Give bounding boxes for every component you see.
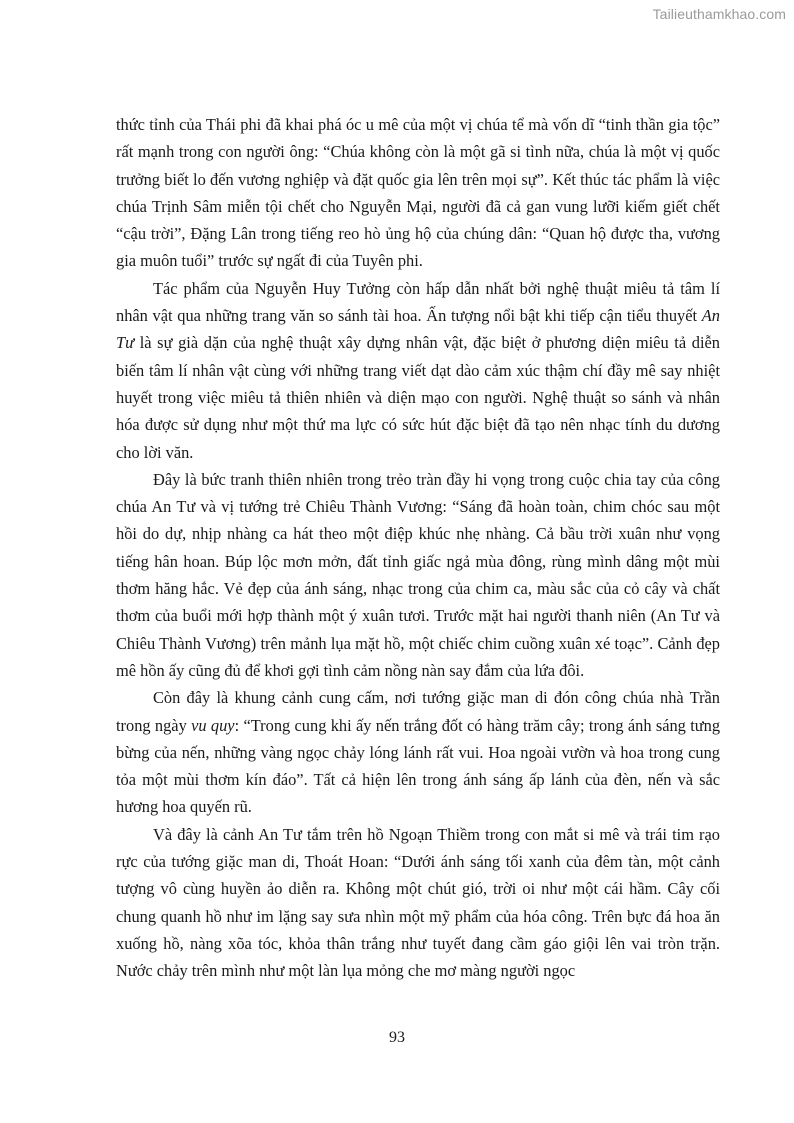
- paragraph-5-text: Và đây là cảnh An Tư tắm trên hồ Ngoạn Thiềm trong con mắt si mê và trái tim rạo rực của tướng giặc man di, Thoát Hoan: “Dưới ánh sáng tối xanh của đêm tàn, một cảnh tượng vô cùng huyền ảo diễn ra. Không một chút gió, trời oi như một cái hầm. Cây cối chung quanh hồ như im lặng say sưa nhìn một mỹ phẩm của hóa công. Trên bực đá hoa ăn xuống hồ, nàng xõa tóc, khỏa thân trắng như tuyết đang cầm gáo giội lên vai tròn trặn. Nước chảy trên mình như một làn lụa mỏng che mơ màng người ngọc: [116, 824, 720, 981]
- paragraph-2-text-b: là sự già dặn của nghệ thuật xây dựng nhân vật, đặc biệt ở phương diện miêu tả diễn biến tâm lí nhân vật cùng với những trang viết dạt dào cảm xúc thậm chí đầy mê say nhiệt huyết trong việc miêu tả thiên nhiên và diện mạo con người. Nghệ thuật so sánh và nhân hóa được sử dụng như một thứ ma lực có sức hút đặc biệt đã tạo nên nhạc tính du dương cho lời văn.: [116, 333, 720, 462]
- paragraph-3: [116, 466, 720, 684]
- paragraph-5: [116, 821, 720, 985]
- paragraph-4-text-b: : “Trong cung khi ấy nến trắng đốt có hàng trăm cây; trong ánh sáng tưng bừng của nến, những vàng ngọc chảy lóng lánh rất vui. Hoa ngoài vườn và hoa trong cung tỏa một mùi thơm kín đáo”. Tất cả hiện lên trong ánh sáng ấp lánh của đèn, nến và sắc hương hoa quyến rũ.: [116, 715, 721, 817]
- paragraph-1-text: thức tỉnh của Thái phi đã khai phá óc u mê của một vị chúa tể mà vốn dĩ “tinh thần gia tộc” rất mạnh trong con người ông: “Chúa không còn là một gã si tình nữa, chúa là một vị quốc trưởng biết lo đến vương nghiệp và đặt quốc gia lên trên mọi sự”. Kết thúc tác phẩm là việc chúa Trịnh Sâm miễn tội chết cho Nguyễn Mại, người đã cả gan vung lưỡi kiếm giết chết “cậu trời”, Đặng Lân trong tiếng reo hò ủng hộ của chúng dân: “Quan hộ được tha, vương gia muôn tuổi” trước sự ngất đi của Tuyên phi.: [116, 115, 720, 271]
- paragraph-1: [116, 111, 720, 275]
- paragraph-3-text: Đây là bức tranh thiên nhiên trong trẻo tràn đầy hi vọng trong cuộc chia tay của công chúa An Tư và vị tướng trẻ Chiêu Thành Vương: “Sáng đã hoàn toàn, chim chóc sau một hồi do dự, nhịp nhàng ca hát theo một điệp khúc nhẹ nhàng. Cả bầu trời xuân như vọng tiếng hân hoan. Búp lộc mơn mởn, đất tỉnh giấc ngả mùa đông, rùng mình dâng một mùi thơm hăng hắc. Vẻ đẹp của ánh sáng, nhạc trong của chim ca, màu sắc của cỏ cây và chất thơm của buổi mới hợp thành một ý xuân tươi. Trước mặt hai người thanh niên (An Tư và Chiêu Thành Vương) trên mảnh lụa mặt hồ, một chiếc chim cuồng xuân xé toạc”. Cảnh đẹp mê hồn ấy cũng đủ để khơi gợi tình cảm nồng nàn say đắm của lứa đôi.: [116, 469, 720, 680]
- paragraph-2-text-a: Tác phẩm của Nguyễn Huy Tưởng còn hấp dẫn nhất bởi nghệ thuật miêu tả tâm lí nhân vật qua những trang văn so sánh tài hoa. Ấn tượng nổi bật khi tiếp cận tiểu thuyết: [116, 278, 720, 326]
- watermark: Tailieuthamkhao.com: [652, 6, 786, 22]
- page-number: 93: [389, 1029, 405, 1046]
- paragraph-2: [116, 275, 720, 466]
- book-title-an-tu: An Tư: [116, 306, 720, 353]
- page-body: [116, 111, 720, 985]
- term-vu-quy: vu quy: [191, 715, 235, 735]
- paragraph-4-text-a: Còn đây là khung cảnh cung cấm, nơi tướng giặc man di đón công chúa nhà Trần trong ngày: [116, 688, 720, 735]
- paragraph-4: [116, 684, 720, 820]
